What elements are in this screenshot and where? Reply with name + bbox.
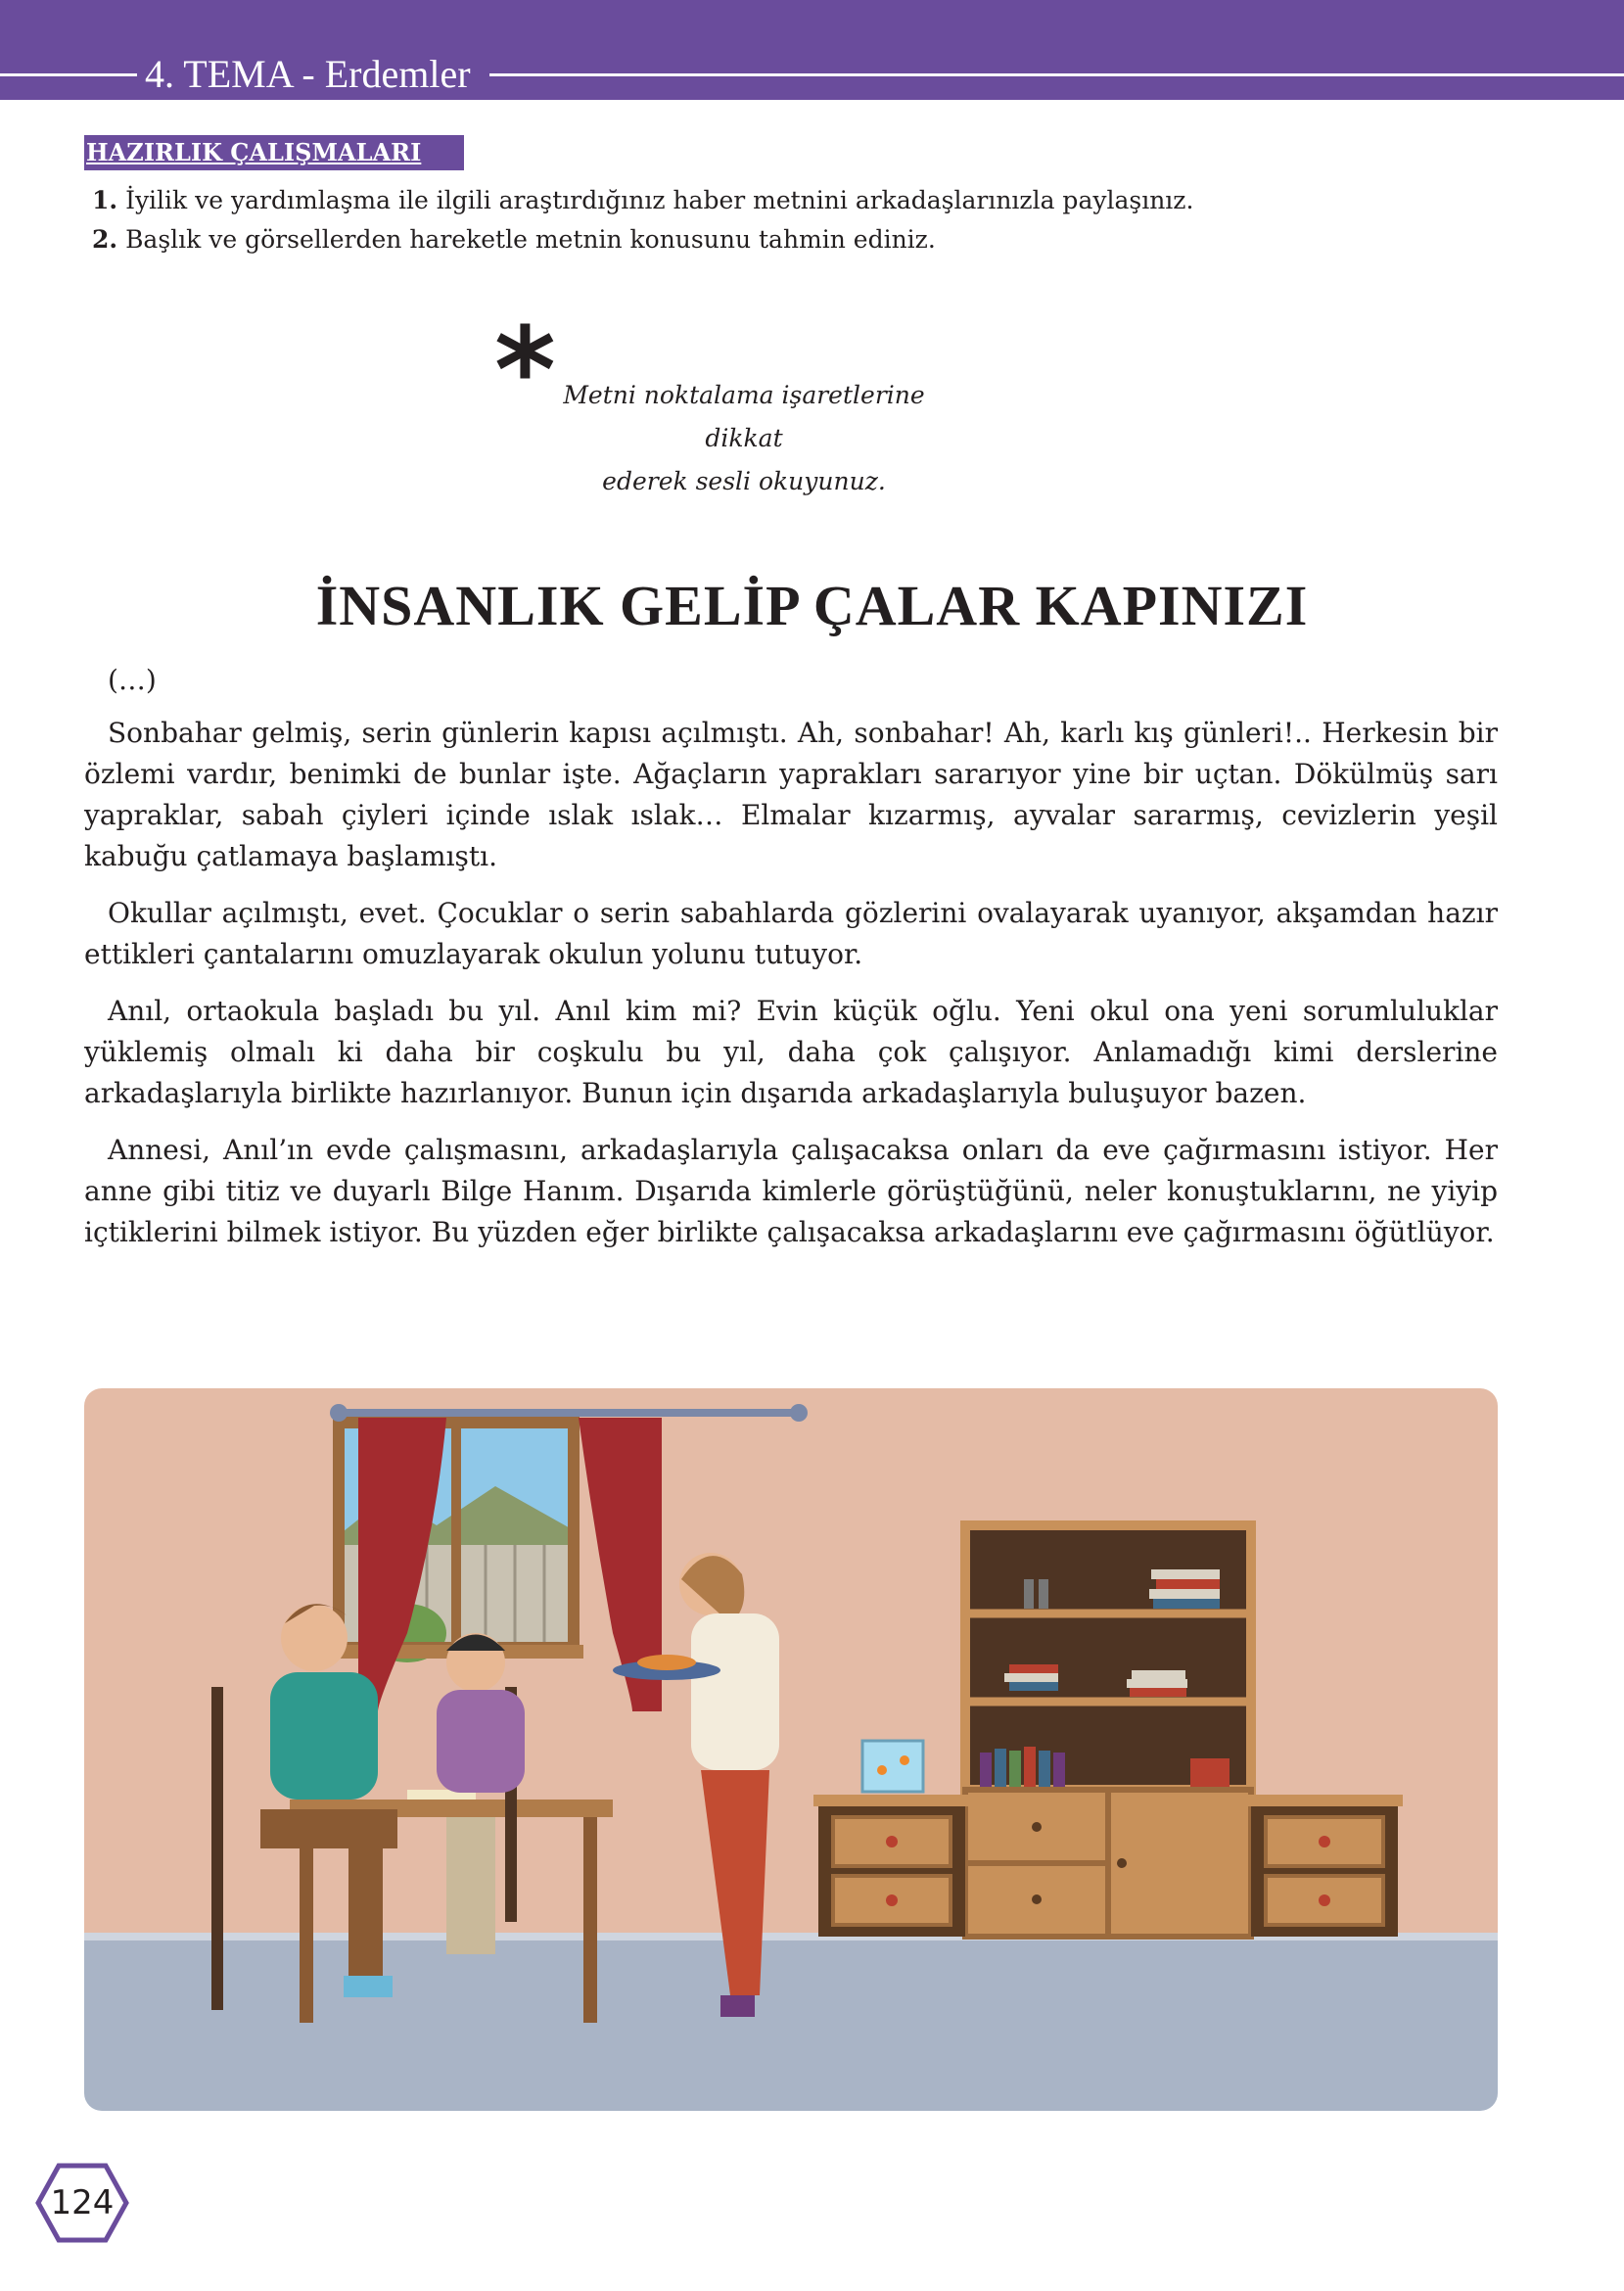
preparation-item — [92, 223, 936, 257]
floor — [84, 1937, 1498, 2111]
item-number: 1. — [92, 186, 118, 214]
story-illustration — [84, 1388, 1498, 2111]
living-room-scene — [84, 1388, 1498, 2111]
header-rule-right — [489, 73, 1624, 76]
story-paragraph: Sonbahar gelmiş, serin günlerin kapısı açılmıştı. Ah, sonbahar! Ah, karlı kış günleri!.. Herkesin bir özlemi vardır, benimki de bunlar işte. Ağaçların yaprakları sararıyor yine bir uçtan. Dökülmüş sarı yapraklar, sabah çiyleri içinde ıslak ıslak… Elmalar kızarmış, ayvalar sararmış, cevizlerin yeşil kabuğu çatlamaya başlamıştı. — [84, 717, 1498, 872]
preparation-item — [92, 184, 1193, 217]
story-paragraph: Anıl, ortaokula başladı bu yıl. Anıl kim mi? Evin küçük oğlu. Yeni okul ona yeni sorumluluklar yüklemiş olmalı ki daha bir coşkulu bu yıl, daha çok çalışıyor. Anlamadığı kimi derslerine arkadaşlarıyla birlikte hazırlanıyor. Bunun için dışarıda arkadaşlarıyla buluşuyor bazen. — [84, 995, 1498, 1109]
theme-title: 4. TEMA - Erdemler — [137, 51, 479, 98]
item-text: İyilik ve yardımlaşma ile ilgili araştırdığınız haber metnini arkadaşlarınızla paylaşınız. — [125, 186, 1194, 214]
asterisk-icon: * — [494, 304, 556, 440]
story-body — [84, 713, 1498, 1269]
reading-note-line2: ederek sesli okuyunuz. — [602, 467, 886, 495]
story-paragraph: Annesi, Anıl’ın evde çalışmasını, arkadaşlarıyla çalışacaksa onları da eve çağırmasını istiyor. Her anne gibi titiz ve duyarlı Bilge Hanım. Dışarıda kimlerle görüştüğünü, neler konuştuklarını, ne yiyip içtiklerini bilmek istiyor. Bu yüzden eğer birlikte çalışacaksa arkadaşlarını eve çağırmasını öğütlüyor. — [84, 1134, 1498, 1248]
chair-left — [211, 1687, 223, 2010]
item-text: Başlık ve görsellerden hareketle metnin konusunu tahmin ediniz. — [125, 225, 936, 254]
preparation-label: HAZIRLIK ÇALIŞMALARI — [84, 135, 464, 170]
story-ellipsis: (…) — [108, 664, 157, 696]
reading-note-line1: Metni noktalama işaretlerine dikkat — [563, 381, 925, 452]
page-number — [35, 2162, 129, 2244]
story-title: İNSANLIK GELİP ÇALAR KAPINIZI — [315, 574, 1309, 637]
reading-note — [548, 374, 940, 503]
page-number-text: 124 — [50, 2183, 115, 2222]
fish-tank — [862, 1741, 923, 1792]
header-rule-left — [0, 73, 147, 76]
bookshelf — [965, 1525, 1251, 1790]
story-paragraph: Okullar açılmıştı, evet. Çocuklar o serin sabahlarda gözlerini ovalayarak uyanıyor, akşamdan hazır ettikleri çantalarını omuzlayarak okulun yolunu tutuyor. — [84, 897, 1498, 970]
item-number: 2. — [92, 225, 118, 254]
